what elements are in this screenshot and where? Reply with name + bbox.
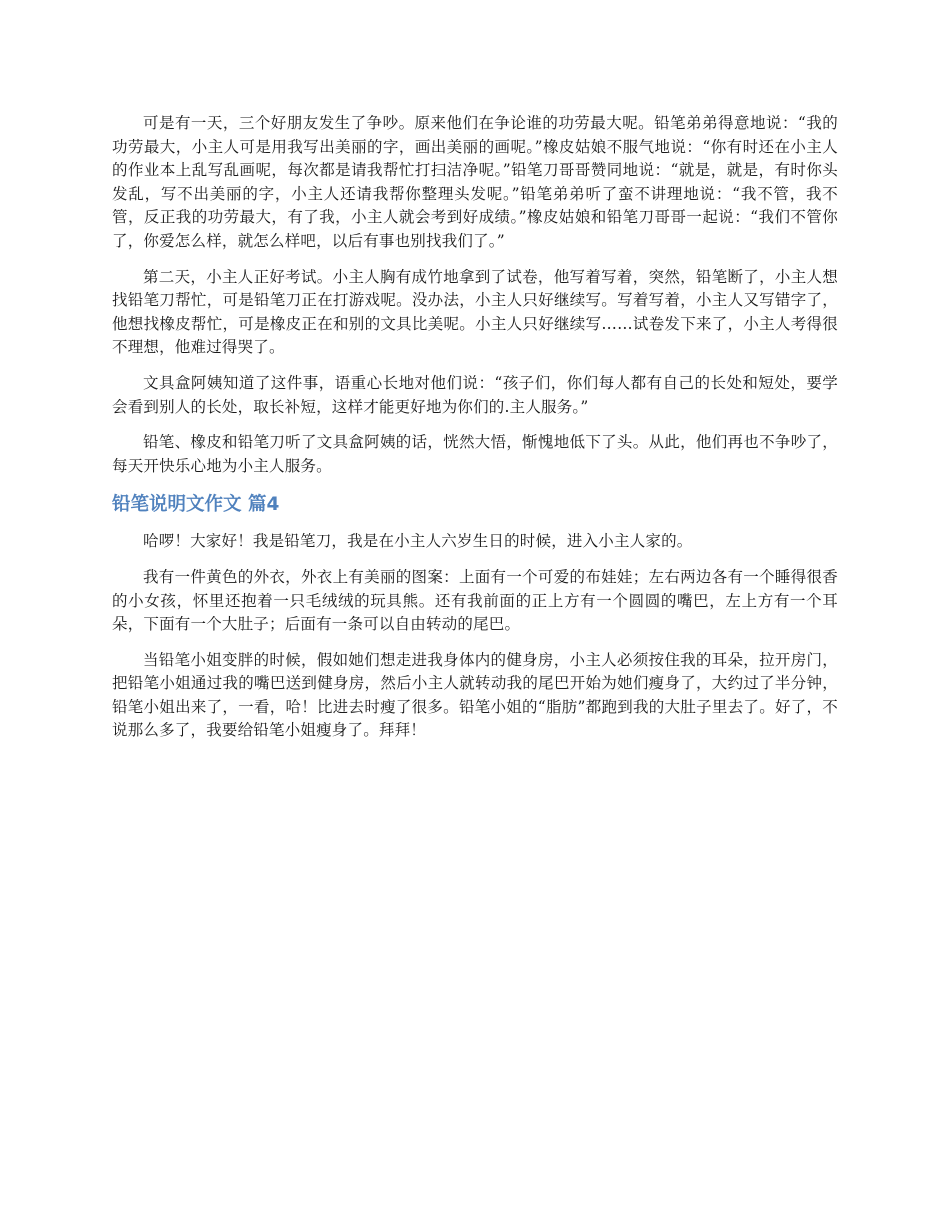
paragraph-sharpening: 当铅笔小姐变胖的时候，假如她们想走进我身体内的健身房，小主人必须按住我的耳朵，拉开房门，把铅笔小姐通过我的嘴巴送到健身房，然后小主人就转动我的尾巴开始为她们瘦身了，大约过了半分钟，铅笔小姐出来了，一看，哈！比进去时瘦了很多。铅笔小姐的“脂肪”都跑到我的大肚子里去了。好了，不说那么多了，我要给铅笔小姐瘦身了。拜拜！ — [112, 650, 838, 740]
paragraph-pencil-box-advice: 文具盒阿姨知道了这件事，语重心长地对他们说：“孩子们，你们每人都有自己的长处和短处，要学会看到别人的长处，取长补短，这样才能更好地为你们的.主人服务。” — [112, 373, 838, 416]
document-page — [112, 112, 838, 755]
paragraph-exam-day: 第二天，小主人正好考试。小主人胸有成竹地拿到了试卷，他写着写着，突然，铅笔断了，小主人想找铅笔刀帮忙，可是铅笔刀正在打游戏呢。没办法，小主人只好继续写。写着写着，小主人又写错字了，他想找橡皮帮忙，可是橡皮正在和别的文具比美呢。小主人只好继续写……试卷发下来了，小主人考得很不理想，他难过得哭了。 — [112, 267, 838, 357]
section-title: 铅笔说明文作文 篇4 — [112, 494, 280, 516]
paragraph-appearance: 我有一件黄色的外衣，外衣上有美丽的图案：上面有一个可爱的布娃娃；左右两边各有一个睡得很香的小女孩，怀里还抱着一只毛绒绒的玩具熊。还有我前面的正上方有一个圆圆的嘴巴，左上方有一个耳朵，下面有一个大肚子；后面有一条可以自由转动的尾巴。 — [112, 567, 838, 634]
paragraph-quarrel: 可是有一天，三个好朋友发生了争吵。原来他们在争论谁的功劳最大呢。铅笔弟弟得意地说：“我的功劳最大，小主人可是用我写出美丽的字，画出美丽的画呢。”橡皮姑娘不服气地说：“你有时还在小主人的作业本上乱写乱画呢，每次都是请我帮忙打扫洁净呢。”铅笔刀哥哥赞同地说：“就是，就是，有时你头发乱，写不出美丽的字，小主人还请我帮你整理头发呢。”铅笔弟弟听了蛮不讲理地说：“我不管，我不管，反正我的功劳最大，有了我，小主人就会考到好成绩。”橡皮姑娘和铅笔刀哥哥一起说：“我们不管你了，你爱怎么样，就怎么样吧，以后有事也别找我们了。” — [112, 114, 838, 250]
paragraph-reconciliation: 铅笔、橡皮和铅笔刀听了文具盒阿姨的话，恍然大悟，惭愧地低下了头。从此，他们再也不争吵了，每天开快乐心地为小主人服务。 — [112, 433, 838, 475]
paragraph-greeting: 哈啰！大家好！我是铅笔刀，我是在小主人六岁生日的时候，进入小主人家的。 — [143, 532, 693, 551]
